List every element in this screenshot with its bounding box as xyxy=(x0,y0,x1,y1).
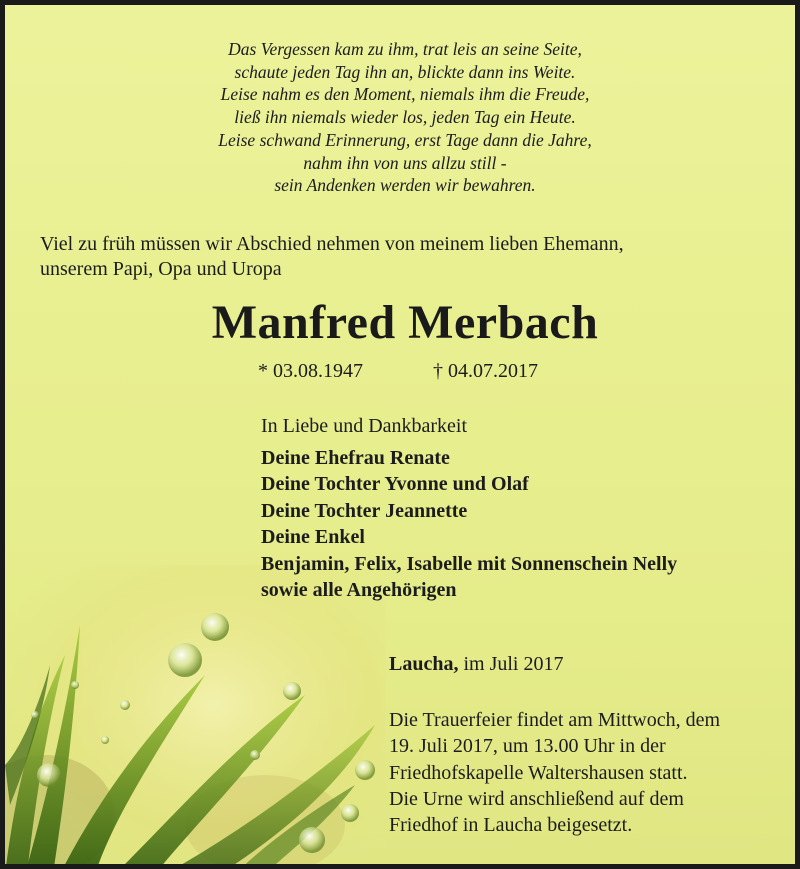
intro-line: Viel zu früh müssen wir Abschied nehmen von meinem lieben Ehemann, xyxy=(40,233,624,255)
mourner-line: Deine Tochter Yvonne und Olaf xyxy=(261,473,529,496)
funeral-line: Die Trauerfeier findet am Mittwoch, dem xyxy=(389,709,721,731)
poem-line: Leise nahm es den Moment, niemals ihm die Freude, xyxy=(220,84,590,105)
poem-line: Leise schwand Erinnerung, erst Tage dann die Jahre, xyxy=(218,129,592,150)
intro-line: unserem Papi, Opa und Uropa xyxy=(40,258,282,280)
mourner-line: Benjamin, Felix, Isabelle mit Sonnenschein Nelly xyxy=(261,552,678,575)
mourners-list xyxy=(261,445,677,603)
deceased-name: Manfred Merbach xyxy=(211,296,599,349)
poem xyxy=(105,38,705,197)
poem-line: sein Andenken werden wir bewahren. xyxy=(274,175,536,196)
funeral-line: Friedhof in Laucha beigesetzt. xyxy=(389,814,633,837)
funeral-line: Friedhofskapelle Waltershausen statt. xyxy=(389,761,688,784)
place-date: im Juli 2017 xyxy=(463,653,564,675)
mourner-line: Deine Ehefrau Renate xyxy=(261,447,450,469)
dewy-grass-illustration xyxy=(5,565,385,869)
poem-line: schaute jeden Tag ihn an, blickte dann ins Weite. xyxy=(234,61,576,82)
funeral-line: 19. Juli 2017, um 13.00 Uhr in der xyxy=(389,735,666,758)
poem-line: nahm ihn von uns allzu still - xyxy=(303,152,507,173)
mourner-line: sowie alle Angehörigen xyxy=(261,579,457,602)
mourners-heading: In Liebe und Dankbarkeit xyxy=(261,415,468,437)
death-date: † 04.07.2017 xyxy=(433,360,538,382)
place-name: Laucha, xyxy=(389,653,459,675)
birth-date: * 03.08.1947 xyxy=(258,360,363,382)
intro-text xyxy=(40,232,624,282)
place-and-date xyxy=(389,653,563,676)
poem-line: Das Vergessen kam zu ihm, trat leis an seine Seite, xyxy=(228,39,582,59)
mourner-line: Deine Tochter Jeannette xyxy=(261,499,468,522)
poem-line: ließ ihn niemals wieder los, jeden Tag ein Heute. xyxy=(234,107,576,128)
mourner-line: Deine Enkel xyxy=(261,526,365,549)
funeral-line: Die Urne wird anschließend auf dem xyxy=(389,787,684,810)
funeral-notice xyxy=(389,707,720,838)
